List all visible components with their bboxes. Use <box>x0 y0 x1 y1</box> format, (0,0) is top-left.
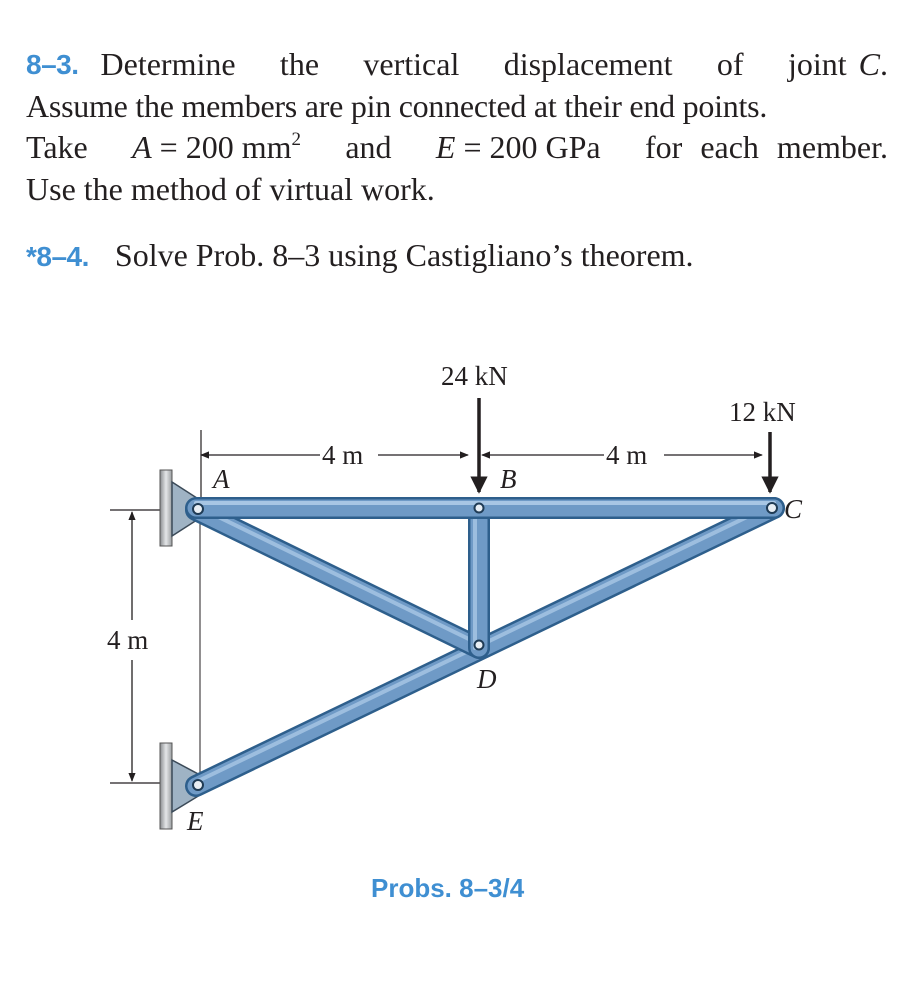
pin-b <box>475 504 484 513</box>
problem-8-3-line-4: Use the method of virtual work. <box>26 170 435 207</box>
joint-b-label: B <box>500 464 517 494</box>
problem-8-3-modulus-value: = 200 GPa <box>463 129 601 165</box>
problem-8-3-var-e: E <box>435 129 456 165</box>
figure-caption: Probs. 8–3/4 <box>371 873 525 903</box>
problem-8-3-area-value: = 200 mm <box>159 129 292 165</box>
problem-8-4-number: *8–4. <box>26 241 89 272</box>
joint-a-label: A <box>213 464 230 494</box>
joint-d-label: D <box>477 664 497 694</box>
problem-8-3-area-exponent: 2 <box>291 129 301 150</box>
problem-8-3-for-each-member: for each member. <box>645 129 888 165</box>
problem-8-3-number: 8–3. <box>26 49 79 80</box>
problem-8-3-period: . <box>880 46 888 82</box>
load-b-label: 24 kN <box>441 361 508 391</box>
problem-8-3-take: Take <box>26 129 88 165</box>
member-ac <box>196 503 774 508</box>
load-c-label: 12 kN <box>729 397 796 427</box>
dimension-vertical <box>107 510 200 783</box>
dimension-ae-label: 4 m <box>107 625 149 655</box>
member-bd <box>475 508 479 648</box>
pin-a <box>193 504 203 514</box>
problem-8-4-text: Solve Prob. 8–3 using Castigliano’s theorem. <box>114 237 694 273</box>
load-arrow-c <box>729 397 796 492</box>
truss-members <box>196 503 774 786</box>
member-ad <box>196 506 479 648</box>
problem-8-3-var-c: C <box>858 46 880 82</box>
problem-8-3-line-1-text: Determine the vertical displacement of joint <box>100 46 847 82</box>
pin-e <box>193 780 203 790</box>
problem-8-3-and: and <box>345 129 392 165</box>
joint-c-label: C <box>784 494 803 524</box>
load-arrow-b <box>441 361 508 492</box>
dimension-ab-label: 4 m <box>322 440 364 470</box>
problem-8-3-var-a: A <box>132 129 152 165</box>
pin-c <box>767 503 777 513</box>
joint-e-label: E <box>187 806 204 836</box>
problem-8-3-line-2: Assume the members are pin connected at their end points. <box>26 87 768 124</box>
dimension-bc-label: 4 m <box>606 440 648 470</box>
pin-d <box>475 641 484 650</box>
